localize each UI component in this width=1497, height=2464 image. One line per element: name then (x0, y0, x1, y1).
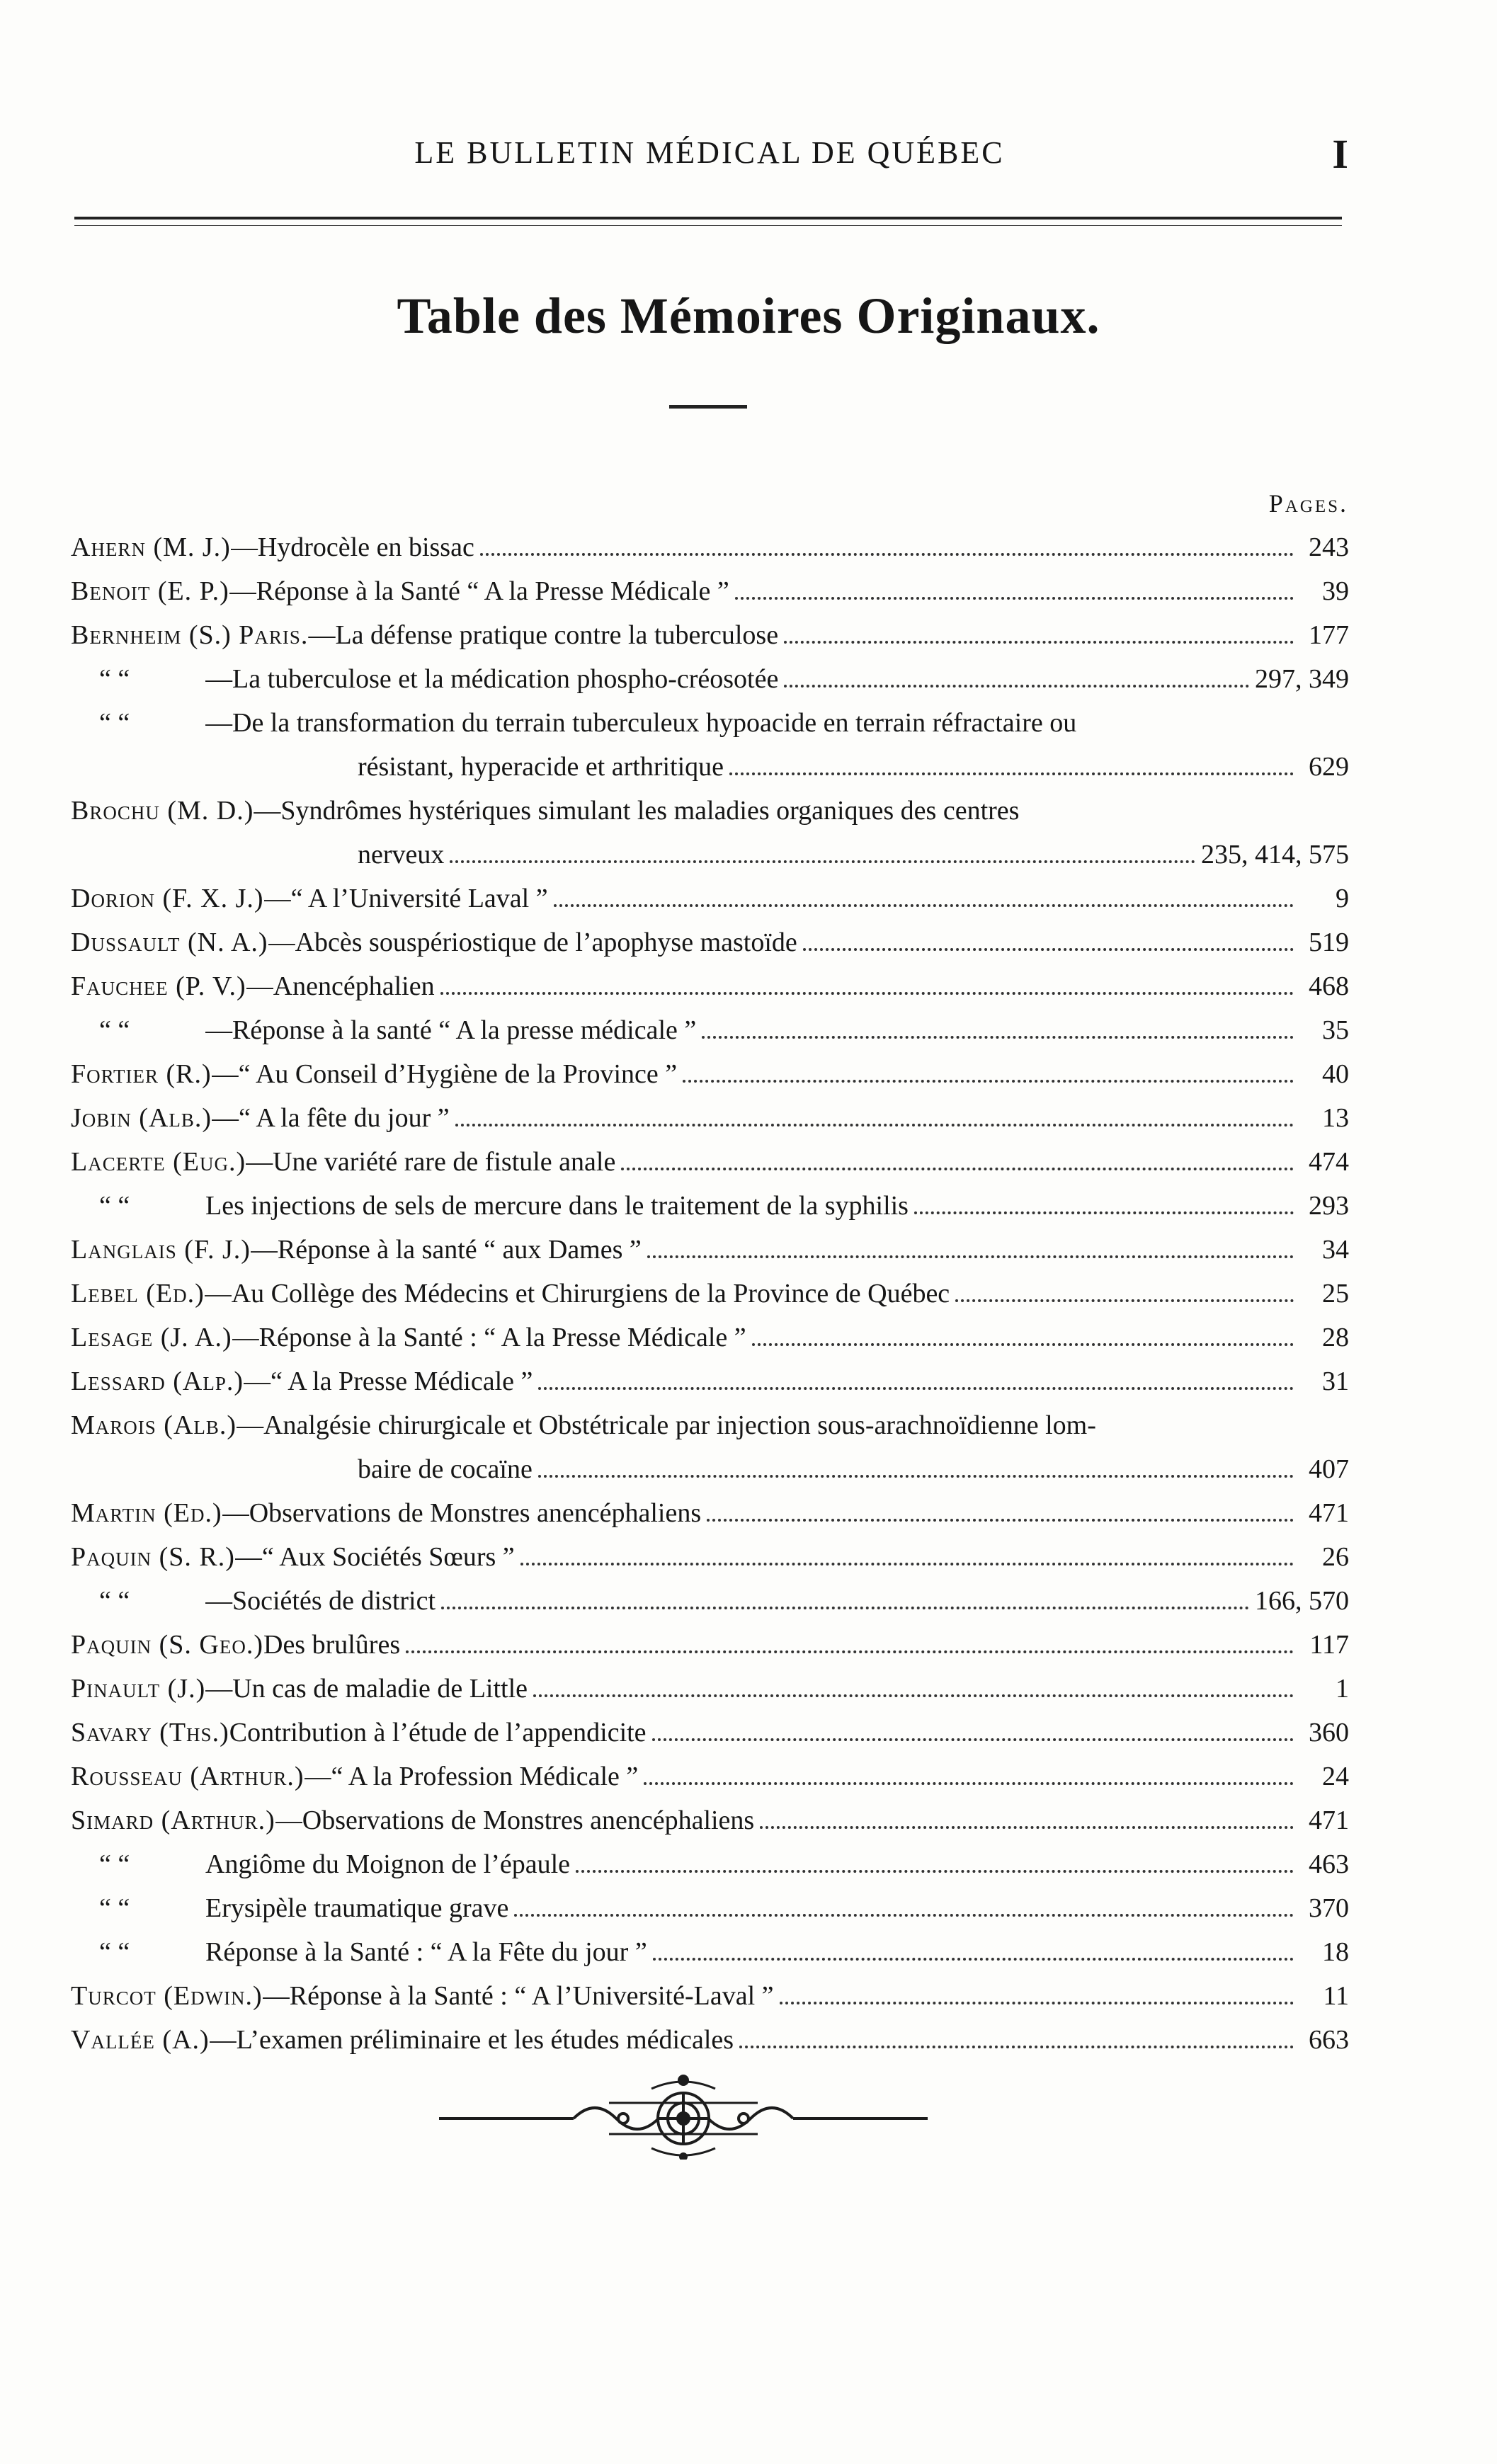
memoir-title: —Réponse à la Santé : “ A la Presse Médicale ” (232, 1323, 746, 1352)
page-reference: 35 (1322, 1015, 1349, 1045)
leader-dots (735, 597, 1294, 600)
page-reference: 474 (1309, 1147, 1349, 1177)
page-reference: 463 (1309, 1849, 1349, 1879)
page-reference: 1 (1336, 1674, 1349, 1704)
title-divider (669, 405, 747, 409)
page-reference: 117 (1309, 1630, 1349, 1660)
leader-dots (441, 1607, 1249, 1609)
author-name: Dussault (N. A.) (71, 928, 268, 957)
memoir-title: baire de cocaïne (358, 1454, 533, 1484)
page-reference: 297, 349 (1255, 664, 1349, 694)
leader-dots (653, 1958, 1294, 1961)
author-name: Jobin (Alb.) (71, 1103, 212, 1133)
toc-entry (71, 1403, 1349, 1447)
memoir-title: —Abcès souspériostique de l’apophyse mastoïde (268, 928, 797, 957)
toc-entry (71, 1052, 1349, 1096)
page-reference: 243 (1309, 532, 1349, 562)
page-reference: 663 (1309, 2025, 1349, 2055)
page-reference: 40 (1322, 1059, 1349, 1089)
author-name: Bernheim (S.) Paris. (71, 620, 309, 650)
ditto-mark: “ “ (99, 1015, 130, 1045)
leader-dots (621, 1168, 1294, 1170)
toc-entry (71, 1535, 1349, 1579)
page-reference: 34 (1322, 1235, 1349, 1265)
ditto-mark: “ “ (99, 1893, 130, 1923)
page-reference: 18 (1322, 1937, 1349, 1967)
toc-entry (71, 1228, 1349, 1272)
toc-entry (71, 1272, 1349, 1316)
page-reference: 39 (1322, 576, 1349, 606)
author-name: Rousseau (Arthur.) (71, 1762, 304, 1791)
memoir-title: Erysipèle traumatique grave (205, 1893, 509, 1923)
leader-dots (514, 1914, 1294, 1917)
toc-entry (71, 1667, 1349, 1711)
author-name: Lacerte (Eug.) (71, 1147, 246, 1177)
leader-dots (652, 1738, 1294, 1741)
leader-dots (554, 904, 1294, 907)
leader-dots (576, 1870, 1294, 1873)
toc-entry (71, 1140, 1349, 1184)
author-name: Lesage (J. A.) (71, 1323, 232, 1352)
author-name: Simard (Arthur.) (71, 1806, 275, 1835)
memoir-title: —La défense pratique contre la tuberculose (308, 620, 779, 650)
page-reference: 370 (1309, 1893, 1349, 1923)
memoir-title: résistant, hyperacide et arthritique (358, 752, 724, 782)
author-name: Lessard (Alp.) (71, 1367, 244, 1396)
author-name: Turcot (Edwin.) (71, 1981, 263, 2011)
page-header (71, 131, 1348, 184)
leader-dots (533, 1694, 1294, 1697)
leader-dots (784, 685, 1249, 688)
memoir-title: nerveux (358, 840, 445, 869)
page-reference: 471 (1309, 1498, 1349, 1528)
leader-dots (803, 948, 1294, 951)
toc-entry (71, 1096, 1349, 1140)
leader-dots (683, 1080, 1294, 1083)
memoir-title: —“ A l’Université Laval ” (263, 884, 548, 913)
page-title: Table des Mémoires Originaux. (397, 287, 1100, 344)
author-name: Brochu (M. D.) (71, 796, 254, 826)
page-reference: 9 (1336, 884, 1349, 913)
toc-entry (71, 1623, 1349, 1667)
author-name: Vallée (A.) (71, 2025, 210, 2055)
leader-dots (647, 1255, 1294, 1258)
leader-dots (455, 1124, 1294, 1127)
memoir-title: —Anencéphalien (246, 971, 435, 1001)
author-name: Dorion (F. X. J.) (71, 884, 264, 913)
memoir-title: —De la transformation du terrain tuberculeux hypoacide en terrain réfractaire ou (205, 708, 1077, 738)
page-reference: 31 (1322, 1367, 1349, 1396)
page-reference: 519 (1309, 928, 1349, 957)
ditto-mark: “ “ (99, 1937, 130, 1967)
toc-entry (71, 613, 1349, 657)
memoir-title: —Réponse à la santé “ aux Dames ” (250, 1235, 642, 1265)
memoir-title: —Au Collège des Médecins et Chirurgiens de la Province de Québec (204, 1279, 950, 1308)
memoir-title: —Hydrocèle en bissac (230, 532, 474, 562)
page-reference: 471 (1309, 1806, 1349, 1835)
memoir-title: —“ Au Conseil d’Hygiène de la Province ” (211, 1059, 678, 1089)
memoir-title: —La tuberculose et la médication phospho-créosotée (205, 664, 779, 694)
toc-entry (71, 1316, 1349, 1359)
memoir-title: —Sociétés de district (205, 1586, 436, 1616)
memoir-title: —Analgésie chirurgicale et Obstétricale par injection sous-arachnoïdienne lom- (237, 1410, 1096, 1440)
memoir-title: —“ A la Presse Médicale ” (244, 1367, 533, 1396)
memoir-title: —Réponse à la Santé : “ A l’Université-Laval ” (262, 1981, 774, 2011)
memoir-title: Réponse à la Santé : “ A la Fête du jour ” (205, 1937, 647, 1967)
leader-dots (450, 860, 1195, 863)
memoir-title: —Syndrômes hystériques simulant les maladies organiques des centres (254, 796, 1020, 826)
toc-entry (71, 1008, 1349, 1052)
ditto-mark: “ “ (99, 1191, 130, 1221)
toc-entry (71, 833, 1349, 877)
toc-entry (71, 2018, 1349, 2062)
ditto-mark: “ “ (99, 664, 130, 694)
author-name: Lebel (Ed.) (71, 1279, 205, 1308)
page-reference: 629 (1309, 752, 1349, 782)
author-name: Fortier (R.) (71, 1059, 212, 1089)
leader-dots (955, 1299, 1294, 1302)
toc-entry (71, 1930, 1349, 1974)
ditto-mark: “ “ (99, 1849, 130, 1879)
page-reference: 11 (1323, 1981, 1349, 2011)
toc-entry (71, 1974, 1349, 2018)
leader-dots (538, 1475, 1294, 1478)
toc-entry (71, 1184, 1349, 1228)
toc-entry (71, 789, 1349, 833)
toc-entry (71, 1842, 1349, 1886)
page-reference: 468 (1309, 971, 1349, 1001)
page-reference: 26 (1322, 1542, 1349, 1572)
leader-dots (406, 1650, 1294, 1653)
memoir-title: —“ Aux Sociétés Sœurs ” (234, 1542, 515, 1572)
author-name: Fauchee (P. V.) (71, 971, 246, 1001)
ditto-mark: “ “ (99, 1586, 130, 1616)
header-rule (74, 217, 1342, 219)
author-name: Marois (Alb.) (71, 1410, 237, 1440)
toc-entry (71, 525, 1349, 569)
author-name: Savary (Ths.) (71, 1718, 229, 1747)
author-name: Langlais (F. J.) (71, 1235, 251, 1265)
author-name: Ahern (M. J.) (71, 532, 231, 562)
leader-dots (914, 1211, 1294, 1214)
page-reference: 24 (1322, 1762, 1349, 1791)
toc-entry (71, 569, 1349, 613)
page-number: I (1332, 131, 1348, 177)
toc-entry (71, 1359, 1349, 1403)
page-reference: 293 (1309, 1191, 1349, 1221)
leader-dots (780, 2002, 1294, 2004)
memoir-title: —Observations de Monstres anencéphaliens (222, 1498, 702, 1528)
memoir-title: —Observations de Monstres anencéphaliens (275, 1806, 755, 1835)
ornament-icon (439, 2075, 928, 2160)
author-name: Benoit (E. P.) (71, 576, 229, 606)
memoir-title: Les injections de sels de mercure dans le traitement de la syphilis (205, 1191, 909, 1221)
running-title: LE BULLETIN MÉDICAL DE QUÉBEC (414, 135, 1005, 170)
memoir-title: —“ A la Profession Médicale ” (304, 1762, 639, 1791)
leader-dots (739, 2046, 1294, 2048)
memoir-title: —Réponse à la Santé “ A la Presse Médicale ” (229, 576, 729, 606)
page-reference: 407 (1309, 1454, 1349, 1484)
toc-entry (71, 1491, 1349, 1535)
leader-dots (440, 992, 1294, 995)
leader-dots (538, 1387, 1294, 1390)
toc-entry (71, 1755, 1349, 1798)
toc-entry (71, 1447, 1349, 1491)
leader-dots (644, 1782, 1294, 1785)
toc-entry (71, 920, 1349, 964)
memoir-title: Des brulûres (263, 1630, 401, 1660)
toc-entry (71, 964, 1349, 1008)
leader-dots (707, 1519, 1294, 1522)
toc-entry (71, 1886, 1349, 1930)
toc-entry (71, 1798, 1349, 1842)
leader-dots (480, 553, 1294, 556)
pages-column-label: Pages. (1268, 489, 1348, 518)
leader-dots (729, 772, 1294, 775)
table-of-contents (71, 525, 1349, 2062)
ditto-mark: “ “ (99, 708, 130, 738)
toc-entry (71, 745, 1349, 789)
author-name: Paquin (S. R.) (71, 1542, 235, 1572)
page-reference: 177 (1309, 620, 1349, 650)
memoir-title: —L’examen préliminaire et les études médicales (209, 2025, 734, 2055)
author-name: Paquin (S. Geo.) (71, 1630, 263, 1660)
leader-dots (784, 641, 1294, 644)
toc-entry (71, 877, 1349, 920)
leader-dots (760, 1826, 1294, 1829)
toc-entry (71, 1711, 1349, 1755)
memoir-title: Angiôme du Moignon de l’épaule (205, 1849, 571, 1879)
leader-dots (702, 1036, 1294, 1039)
author-name: Martin (Ed.) (71, 1498, 222, 1528)
author-name: Pinault (J.) (71, 1674, 206, 1704)
toc-entry (71, 701, 1349, 745)
memoir-title: —Réponse à la santé “ A la presse médicale ” (205, 1015, 697, 1045)
page-reference: 13 (1322, 1103, 1349, 1133)
memoir-title: —“ A la fête du jour ” (212, 1103, 450, 1133)
page-reference: 360 (1309, 1718, 1349, 1747)
leader-dots (520, 1563, 1294, 1565)
toc-entry (71, 1579, 1349, 1623)
toc-entry (71, 657, 1349, 701)
memoir-title: —Un cas de maladie de Little (205, 1674, 528, 1704)
memoir-title: Contribution à l’étude de l’appendicite (229, 1718, 647, 1747)
leader-dots (752, 1343, 1294, 1346)
page-reference: 28 (1322, 1323, 1349, 1352)
page-reference: 25 (1322, 1279, 1349, 1308)
page-reference: 166, 570 (1255, 1586, 1349, 1616)
memoir-title: —Une variété rare de fistule anale (246, 1147, 616, 1177)
page-reference: 235, 414, 575 (1201, 840, 1349, 869)
